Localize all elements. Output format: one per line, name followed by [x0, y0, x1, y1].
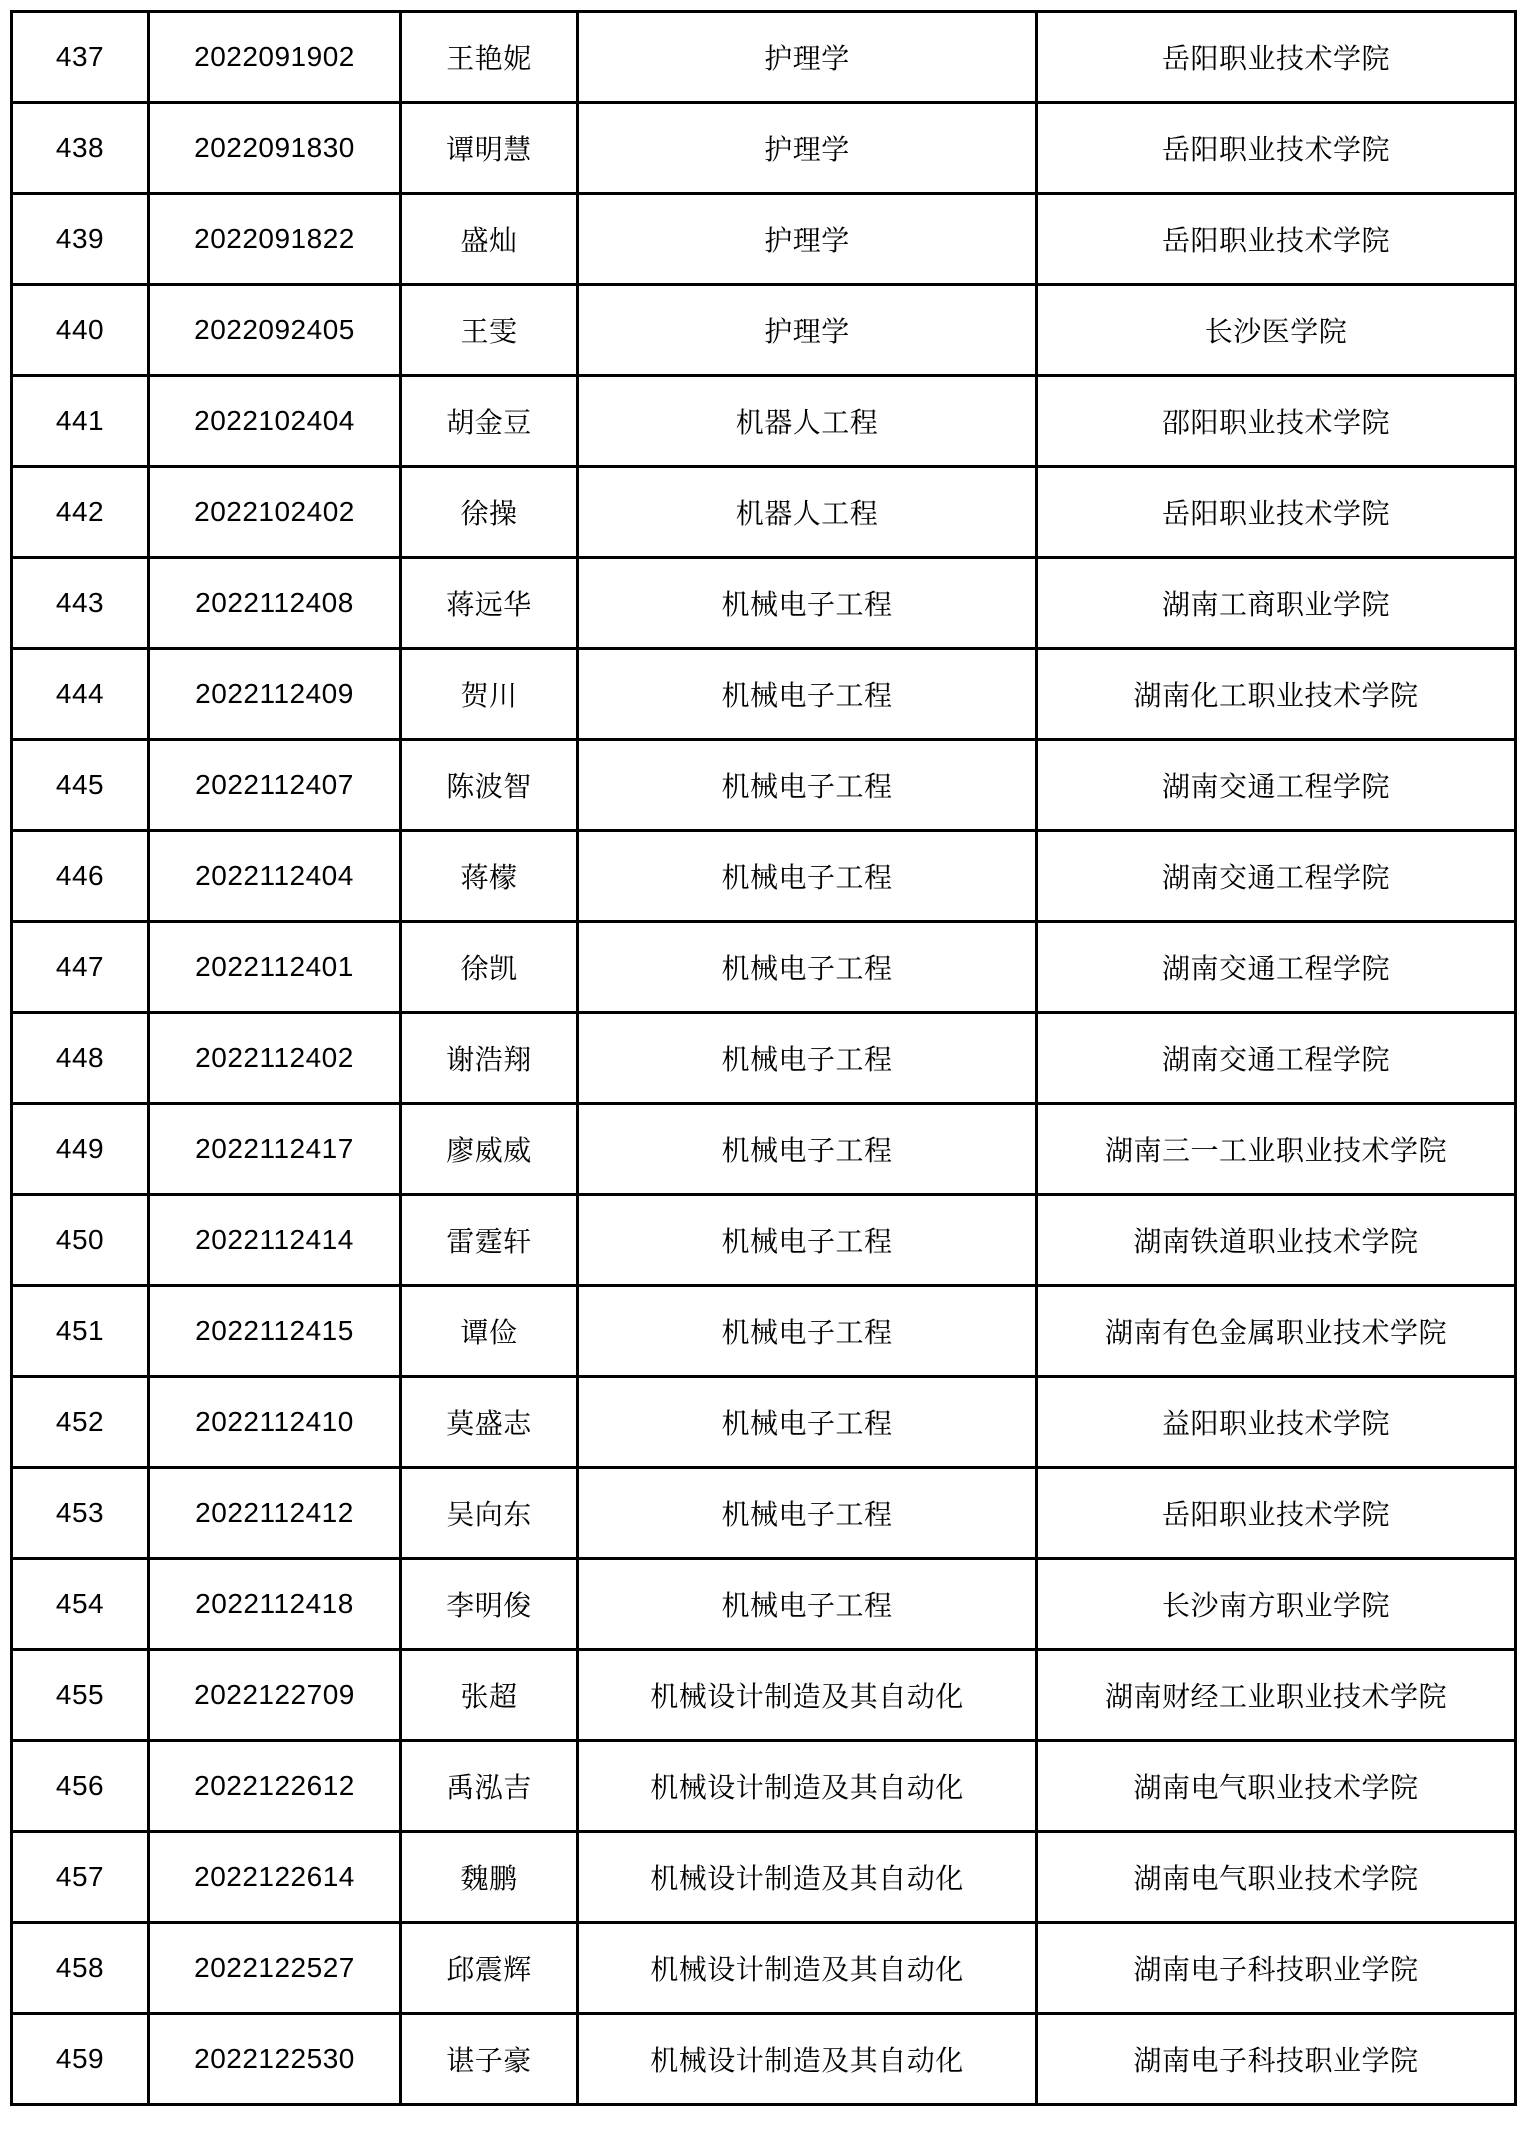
cell-school: 湖南电气职业技术学院 — [1037, 1832, 1516, 1923]
cell-index: 452 — [12, 1377, 149, 1468]
table-row — [12, 922, 1516, 1013]
cell-student-id: 2022092405 — [149, 285, 401, 376]
cell-school: 岳阳职业技术学院 — [1037, 103, 1516, 194]
cell-name: 陈波智 — [401, 740, 578, 831]
cell-major: 机械电子工程 — [578, 1195, 1037, 1286]
cell-name: 贺川 — [401, 649, 578, 740]
cell-name: 莫盛志 — [401, 1377, 578, 1468]
cell-school: 岳阳职业技术学院 — [1037, 467, 1516, 558]
cell-name: 魏鹏 — [401, 1832, 578, 1923]
cell-index: 447 — [12, 922, 149, 1013]
cell-name: 雷霆轩 — [401, 1195, 578, 1286]
cell-major: 机械设计制造及其自动化 — [578, 1650, 1037, 1741]
cell-school: 长沙医学院 — [1037, 285, 1516, 376]
cell-index: 458 — [12, 1923, 149, 2014]
cell-school: 湖南三一工业职业技术学院 — [1037, 1104, 1516, 1195]
cell-major: 护理学 — [578, 103, 1037, 194]
cell-school: 益阳职业技术学院 — [1037, 1377, 1516, 1468]
table-row — [12, 2014, 1516, 2105]
cell-index: 448 — [12, 1013, 149, 1104]
cell-index: 449 — [12, 1104, 149, 1195]
cell-student-id: 2022112412 — [149, 1468, 401, 1559]
cell-school: 湖南财经工业职业技术学院 — [1037, 1650, 1516, 1741]
table-row — [12, 1468, 1516, 1559]
cell-student-id: 2022112407 — [149, 740, 401, 831]
cell-name: 邱震辉 — [401, 1923, 578, 2014]
cell-school: 湖南交通工程学院 — [1037, 1013, 1516, 1104]
student-roster-table — [10, 10, 1517, 2106]
cell-name: 谭明慧 — [401, 103, 578, 194]
cell-index: 439 — [12, 194, 149, 285]
cell-major: 机械电子工程 — [578, 831, 1037, 922]
cell-student-id: 2022112415 — [149, 1286, 401, 1377]
cell-student-id: 2022112417 — [149, 1104, 401, 1195]
cell-student-id: 2022122530 — [149, 2014, 401, 2105]
cell-school: 湖南有色金属职业技术学院 — [1037, 1286, 1516, 1377]
cell-student-id: 2022091902 — [149, 12, 401, 103]
cell-major: 机械电子工程 — [578, 1013, 1037, 1104]
cell-major: 机器人工程 — [578, 376, 1037, 467]
table-row — [12, 1104, 1516, 1195]
cell-school: 湖南电子科技职业学院 — [1037, 1923, 1516, 2014]
cell-school: 邵阳职业技术学院 — [1037, 376, 1516, 467]
cell-student-id: 2022122614 — [149, 1832, 401, 1923]
cell-name: 徐凯 — [401, 922, 578, 1013]
cell-school: 岳阳职业技术学院 — [1037, 194, 1516, 285]
cell-school: 湖南交通工程学院 — [1037, 740, 1516, 831]
cell-student-id: 2022112401 — [149, 922, 401, 1013]
cell-name: 李明俊 — [401, 1559, 578, 1650]
cell-student-id: 2022102402 — [149, 467, 401, 558]
cell-name: 廖威威 — [401, 1104, 578, 1195]
cell-major: 机械电子工程 — [578, 649, 1037, 740]
cell-name: 蒋远华 — [401, 558, 578, 649]
cell-student-id: 2022112402 — [149, 1013, 401, 1104]
cell-index: 455 — [12, 1650, 149, 1741]
cell-school: 长沙南方职业学院 — [1037, 1559, 1516, 1650]
table-row — [12, 1923, 1516, 2014]
cell-index: 457 — [12, 1832, 149, 1923]
cell-major: 护理学 — [578, 285, 1037, 376]
cell-school: 岳阳职业技术学院 — [1037, 1468, 1516, 1559]
cell-name: 盛灿 — [401, 194, 578, 285]
table-row — [12, 831, 1516, 922]
cell-name: 胡金豆 — [401, 376, 578, 467]
cell-name: 谭俭 — [401, 1286, 578, 1377]
table-row — [12, 467, 1516, 558]
cell-student-id: 2022112404 — [149, 831, 401, 922]
cell-major: 机械设计制造及其自动化 — [578, 2014, 1037, 2105]
cell-index: 451 — [12, 1286, 149, 1377]
cell-school: 湖南电子科技职业学院 — [1037, 2014, 1516, 2105]
cell-index: 442 — [12, 467, 149, 558]
cell-major: 机械设计制造及其自动化 — [578, 1741, 1037, 1832]
cell-major: 机械电子工程 — [578, 558, 1037, 649]
table-row — [12, 194, 1516, 285]
table-row — [12, 558, 1516, 649]
cell-name: 王艳妮 — [401, 12, 578, 103]
table-row — [12, 12, 1516, 103]
table-row — [12, 1195, 1516, 1286]
student-roster-body — [12, 12, 1516, 2105]
cell-index: 443 — [12, 558, 149, 649]
cell-student-id: 2022091822 — [149, 194, 401, 285]
table-row — [12, 285, 1516, 376]
cell-major: 机械设计制造及其自动化 — [578, 1832, 1037, 1923]
cell-school: 湖南交通工程学院 — [1037, 922, 1516, 1013]
cell-student-id: 2022112410 — [149, 1377, 401, 1468]
cell-major: 机械电子工程 — [578, 1377, 1037, 1468]
cell-index: 454 — [12, 1559, 149, 1650]
table-row — [12, 1013, 1516, 1104]
cell-major: 护理学 — [578, 12, 1037, 103]
cell-student-id: 2022112418 — [149, 1559, 401, 1650]
cell-school: 湖南交通工程学院 — [1037, 831, 1516, 922]
cell-index: 453 — [12, 1468, 149, 1559]
cell-index: 440 — [12, 285, 149, 376]
cell-school: 岳阳职业技术学院 — [1037, 12, 1516, 103]
table-row — [12, 1832, 1516, 1923]
table-row — [12, 1741, 1516, 1832]
cell-name: 徐操 — [401, 467, 578, 558]
cell-name: 蒋檬 — [401, 831, 578, 922]
cell-major: 机械电子工程 — [578, 1559, 1037, 1650]
cell-school: 湖南电气职业技术学院 — [1037, 1741, 1516, 1832]
cell-index: 456 — [12, 1741, 149, 1832]
cell-student-id: 2022112408 — [149, 558, 401, 649]
table-row — [12, 1650, 1516, 1741]
cell-major: 机械设计制造及其自动化 — [578, 1923, 1037, 2014]
cell-index: 441 — [12, 376, 149, 467]
cell-student-id: 2022112414 — [149, 1195, 401, 1286]
cell-index: 450 — [12, 1195, 149, 1286]
cell-name: 张超 — [401, 1650, 578, 1741]
cell-school: 湖南化工职业技术学院 — [1037, 649, 1516, 740]
cell-major: 机器人工程 — [578, 467, 1037, 558]
table-row — [12, 103, 1516, 194]
cell-index: 445 — [12, 740, 149, 831]
cell-index: 446 — [12, 831, 149, 922]
cell-name: 禹泓吉 — [401, 1741, 578, 1832]
cell-index: 444 — [12, 649, 149, 740]
cell-name: 吴向东 — [401, 1468, 578, 1559]
table-row — [12, 376, 1516, 467]
cell-major: 护理学 — [578, 194, 1037, 285]
table-row — [12, 740, 1516, 831]
cell-student-id: 2022112409 — [149, 649, 401, 740]
cell-student-id: 2022122709 — [149, 1650, 401, 1741]
cell-index: 438 — [12, 103, 149, 194]
cell-student-id: 2022102404 — [149, 376, 401, 467]
cell-student-id: 2022122612 — [149, 1741, 401, 1832]
cell-major: 机械电子工程 — [578, 1468, 1037, 1559]
cell-major: 机械电子工程 — [578, 922, 1037, 1013]
cell-student-id: 2022091830 — [149, 103, 401, 194]
cell-school: 湖南铁道职业技术学院 — [1037, 1195, 1516, 1286]
table-row — [12, 649, 1516, 740]
table-row — [12, 1559, 1516, 1650]
table-row — [12, 1286, 1516, 1377]
cell-student-id: 2022122527 — [149, 1923, 401, 2014]
cell-index: 459 — [12, 2014, 149, 2105]
cell-major: 机械电子工程 — [578, 1104, 1037, 1195]
cell-name: 王雯 — [401, 285, 578, 376]
cell-school: 湖南工商职业学院 — [1037, 558, 1516, 649]
cell-major: 机械电子工程 — [578, 1286, 1037, 1377]
cell-name: 谌子豪 — [401, 2014, 578, 2105]
cell-name: 谢浩翔 — [401, 1013, 578, 1104]
cell-major: 机械电子工程 — [578, 740, 1037, 831]
table-row — [12, 1377, 1516, 1468]
cell-index: 437 — [12, 12, 149, 103]
